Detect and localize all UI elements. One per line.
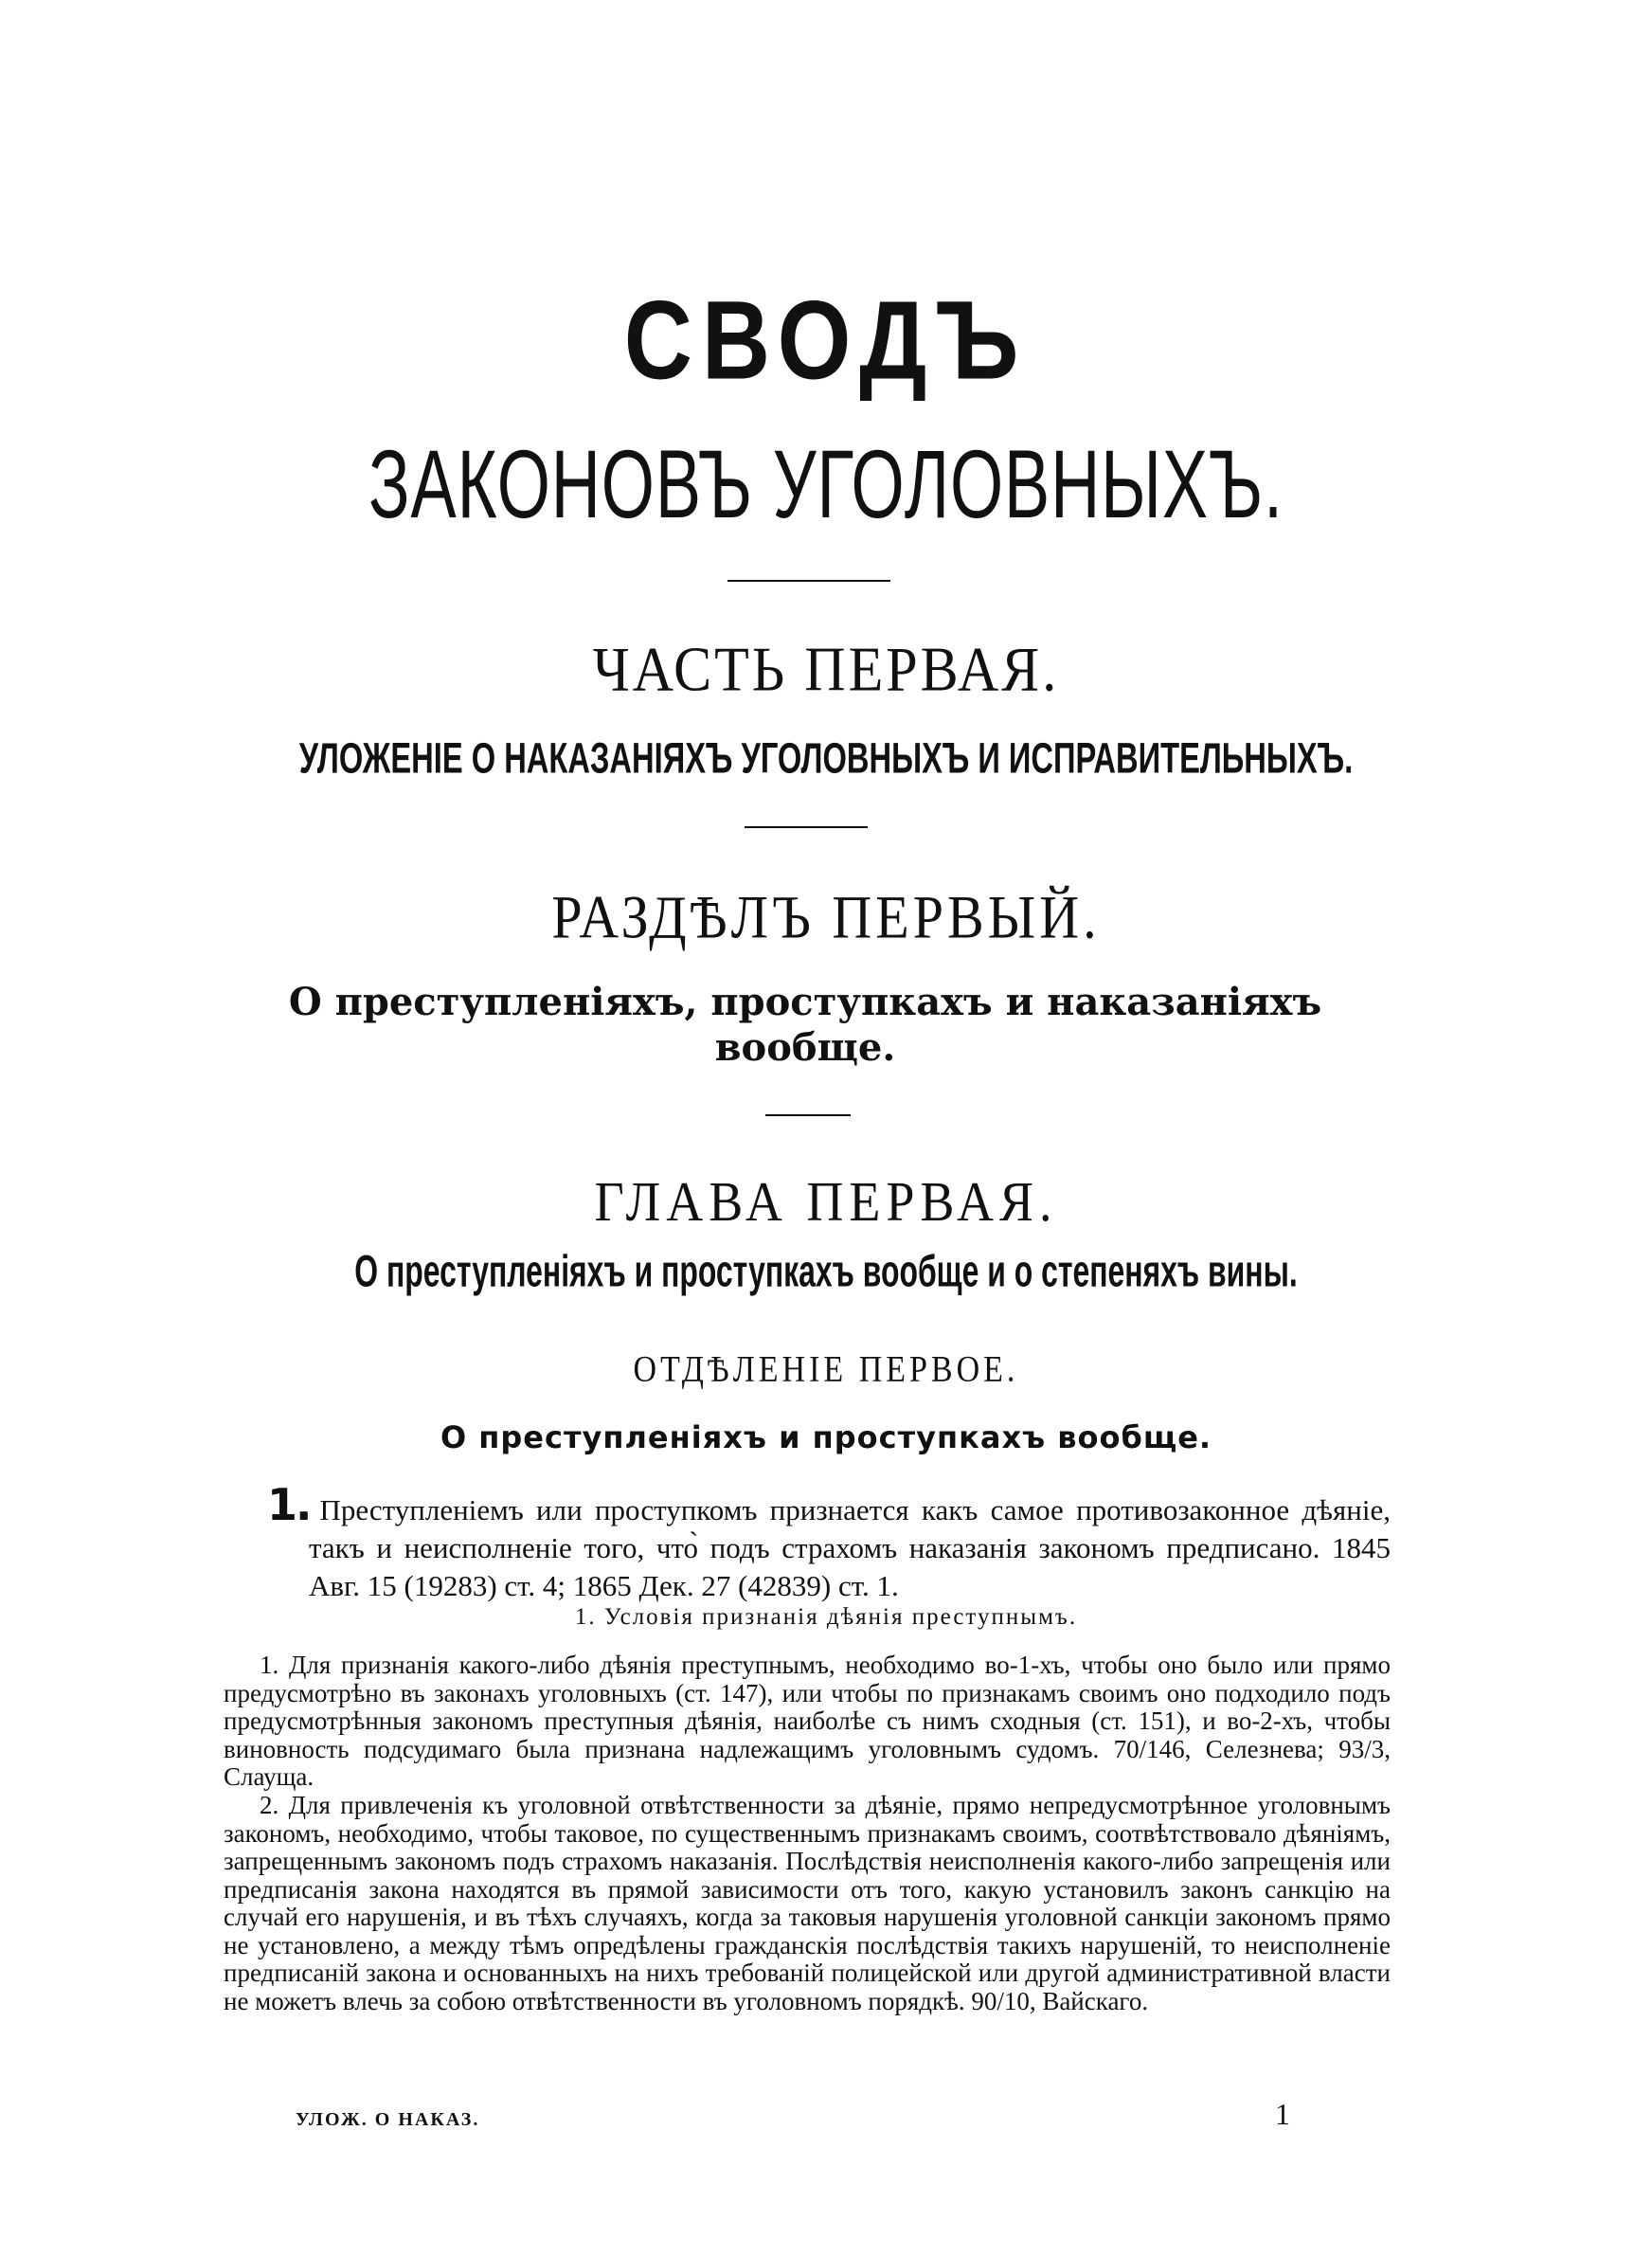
page-number: 1 (1275, 2097, 1290, 2131)
article-continuation: такъ и неисполненіе того, что̀ подъ страхомъ наказанія закономъ предписано. 1845 Авг. 15 (19283) ст. 4; 1865 Дек. 27 (42839) ст. 1. (309, 1531, 1391, 1602)
signature-mark: УЛОЖ. О НАКАЗ. (296, 2109, 480, 2130)
chapter-heading: ГЛАВА ПЕРВАЯ. (594, 1170, 1058, 1234)
section-subtitle-text: О преступленіяхъ, проступкахъ и наказаніяхъ вообще. (288, 980, 1322, 1070)
article-number: 1. (267, 1479, 311, 1530)
division-subtitle: О преступленіяхъ и проступкахъ вообще. (440, 1419, 1212, 1455)
divider-rule (765, 1114, 851, 1116)
divider-rule (745, 826, 868, 828)
section-heading: РАЗДѢЛЪ ПЕРВЫЙ. (551, 882, 1101, 951)
divider-rule (727, 580, 890, 582)
code-title: УЛОЖЕНІЕ О НАКАЗАНІЯХЪ УГОЛОВНЫХЪ И ИСПРАВИТЕЛЬНЫХЪ. (298, 735, 1354, 784)
section-subtitle (256, 980, 1355, 1071)
part-heading: ЧАСТЬ ПЕРВАЯ. (592, 634, 1060, 705)
article-first-line-text: Преступленіемъ или проступкомъ признается какъ самое противозаконное дѣяніе, (319, 1493, 1391, 1526)
book-title: СВОДЪ (623, 278, 1029, 404)
commentary-subheading: 1. Условія признанія дѣянія преступнымъ. (574, 1604, 1078, 1630)
book-subtitle: ЗАКОНОВЪ УГОЛОВНЫХЪ. (368, 429, 1284, 538)
commentary-note-2: 2. Для привлеченія къ уголовной отвѣтственности за дѣяніе, прямо непредусмотрѣнное уголовнымъ закономъ, необходимо, чтобы таковое, по существеннымъ признакамъ своимъ, соотвѣтствовало дѣяніямъ, запрещеннымъ закономъ подъ страхомъ наказанія. Послѣдствія неисполненія какого-либо запрещенія или предписанія закона находятся въ прямой зависимости отъ того, какую установилъ законъ санкцію на случай его нарушенія, и въ тѣхъ случаяхъ, когда за таковыя нарушенія уголовной санкціи закономъ прямо не установлено, а между тѣмъ опредѣлены гражданскія послѣдствія такихъ нарушеній, то неисполненіе предписаній закона и основанныхъ на нихъ требованій полицейской или другой административной власти не можетъ влечь за собою отвѣтственности въ уголовномъ порядкѣ. 90/10, Вайскаго. (224, 1791, 1391, 2015)
chapter-subtitle: О преступленіяхъ и проступкахъ вообще и о степеняхъ вины. (354, 1247, 1298, 1297)
article-first-line (267, 1479, 1391, 1530)
article-1 (267, 1479, 1391, 1605)
division-heading: ОТДѢЛЕНІЕ ПЕРВОЕ. (633, 1349, 1019, 1390)
commentary-note-1: 1. Для признанія какого-либо дѣянія преступнымъ, необходимо во-1-хъ, чтобы оно было или прямо предусмотрѣно въ законахъ уголовныхъ (ст. 147), или чтобы по признакамъ своимъ оно подходило подъ предусмотрѣнныя закономъ преступныя дѣянія, наиболѣе съ нимъ сходныя (ст. 151), и во-2-хъ, чтобы виновность подсудимаго была признана надлежащимъ уголовнымъ судомъ. 70/146, Селезнева; 93/3, Слауща. (224, 1651, 1391, 1791)
